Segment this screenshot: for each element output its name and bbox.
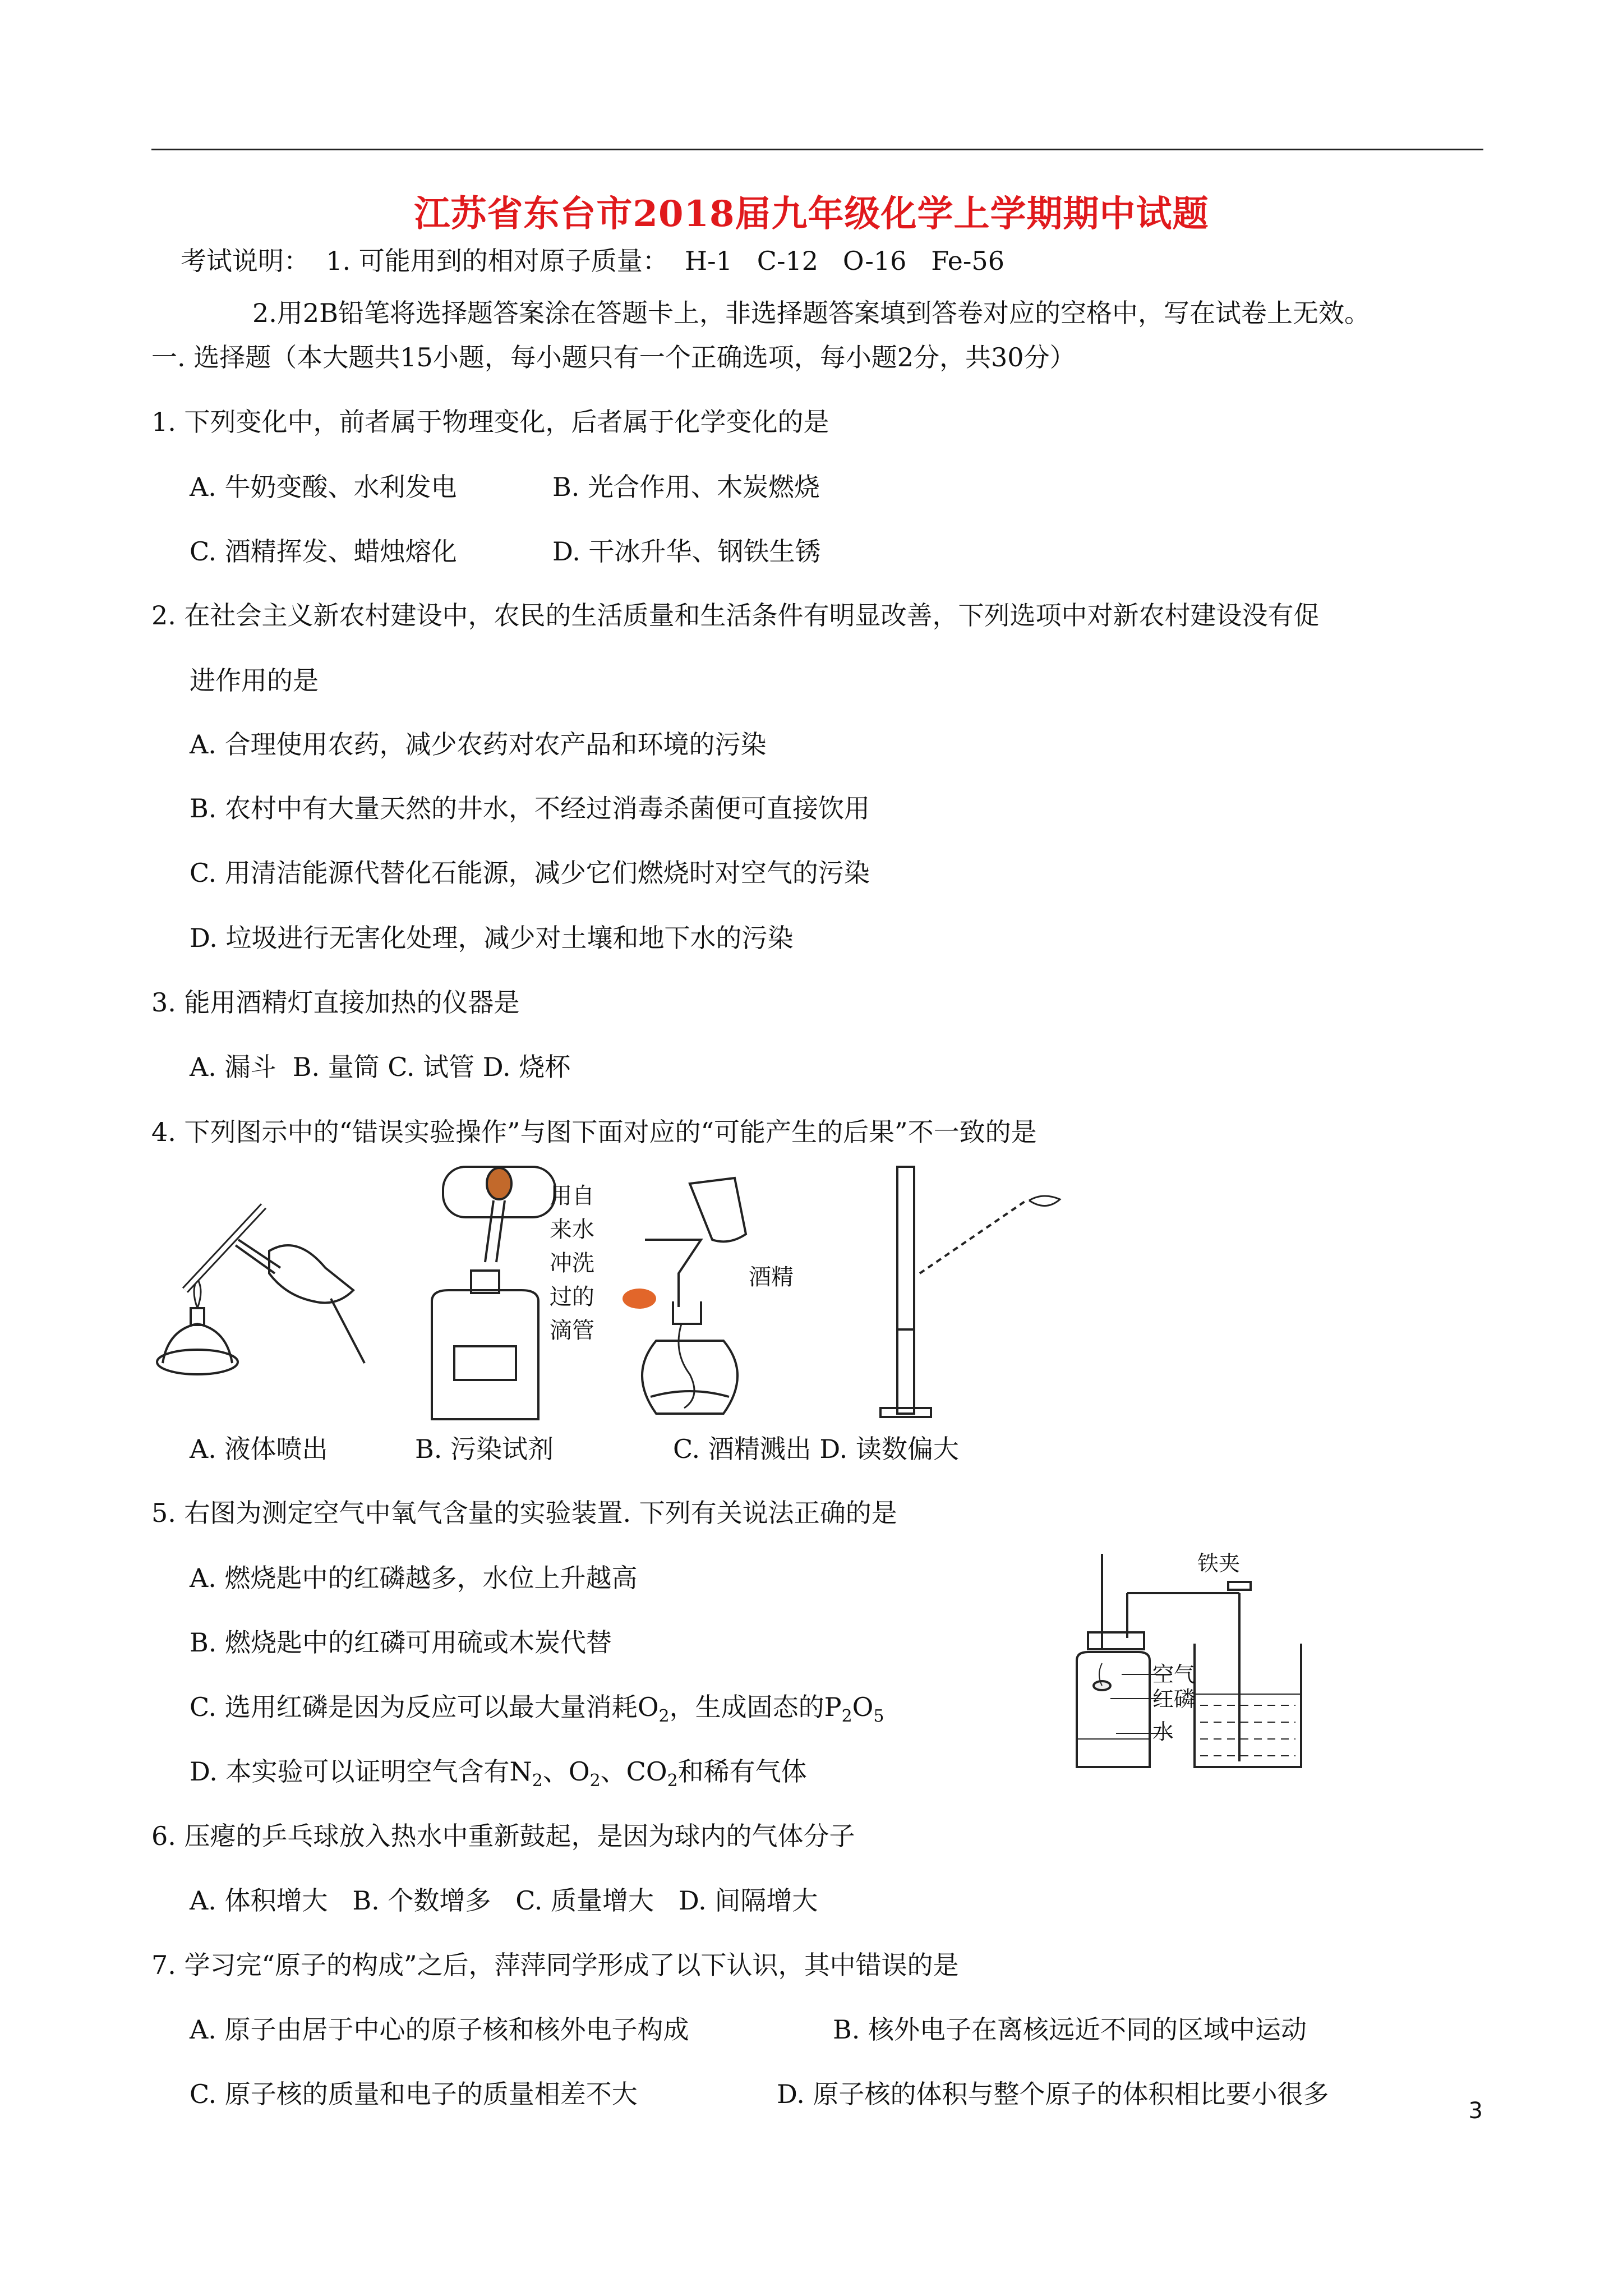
question-6-stem: 6. 压瘪的乒乓球放入热水中重新鼓起，是因为球内的气体分子 <box>151 1821 855 1851</box>
q2-option-b: B. 农村中有大量天然的井水，不经过消毒杀菌便可直接饮用 <box>190 793 870 823</box>
section-heading: 一. 选择题（本大题共15小题，每小题只有一个正确选项，每小题2分，共30分） <box>151 342 1076 372</box>
q4-figure-d-cylinder <box>880 1167 1060 1417</box>
q5-option-a: A. 燃烧匙中的红磷越多，水位上升越高 <box>190 1563 638 1593</box>
q4-figure <box>151 1161 1077 1425</box>
q4-label-dropper-5: 滴管 <box>550 1318 594 1343</box>
q2-option-a: A. 合理使用农药，减少农药对农产品和环境的污染 <box>190 729 767 760</box>
q2-option-c: C. 用清洁能源代替化石能源，减少它们燃烧时对空气的污染 <box>190 858 870 888</box>
q4-option-b: B. 污染试剂 <box>415 1434 554 1464</box>
q5-label-clamp: 铁夹 <box>1197 1551 1241 1576</box>
q7-option-b: B. 核外电子在离核远近不同的区域中运动 <box>833 2014 1307 2045</box>
q1-option-b: B. 光合作用、木炭燃烧 <box>552 472 820 502</box>
question-3-stem: 3. 能用酒精灯直接加热的仪器是 <box>151 987 520 1018</box>
q4-figure-b-label <box>550 1183 594 1343</box>
question-4-stem: 4. 下列图示中的“错误实验操作”与图下面对应的“可能产生的后果”不一致的是 <box>151 1117 1037 1147</box>
q4-figure-c-lamp <box>623 1178 746 1414</box>
q5-apparatus-figure <box>1060 1548 1329 1784</box>
q5-option-d: D. 本实验可以证明空气含有$N_2$、$O_2$、$CO_2$和稀有气体 <box>190 1756 807 1791</box>
q4-label-alcohol: 酒精 <box>749 1264 794 1290</box>
q4-label-dropper-4: 过的 <box>550 1284 594 1310</box>
q5-option-c: C. 选用红磷是因为反应可以最大量消耗$O_2$，生成固态的$P_2O_5$ <box>190 1692 884 1727</box>
page-number: 3 <box>1468 2098 1483 2124</box>
q1-option-a: A. 牛奶变酸、水利发电 <box>190 472 457 502</box>
question-2-stem-cont: 进作用的是 <box>190 665 319 696</box>
question-7-stem: 7. 学习完“原子的构成”之后，萍萍同学形成了以下认识，其中错误的是 <box>151 1950 959 1980</box>
instruction-line-2: 2.用2B铅笔将选择题答案涂在答题卡上，非选择题答案填到答卷对应的空格中，写在试卷上无效。 <box>252 298 1370 328</box>
question-5-stem: 5. 右图为测定空气中氧气含量的实验装置. 下列有关说法正确的是 <box>151 1498 897 1528</box>
q4-label-dropper-2: 来水 <box>550 1217 594 1243</box>
q7-option-a: A. 原子由居于中心的原子核和核外电子构成 <box>190 2014 689 2045</box>
q5-label-air: 空气 <box>1152 1662 1196 1687</box>
q5-option-b: B. 燃烧匙中的红磷可用硫或木炭代替 <box>190 1627 612 1658</box>
q7-option-d: D. 原子核的体积与整个原子的体积相比要小很多 <box>777 2079 1329 2109</box>
q5-label-phosphorus: 红磷 <box>1152 1687 1196 1711</box>
q4-figure-b-dropper <box>432 1167 555 1419</box>
q4-figure-c-label <box>749 1264 794 1290</box>
page-title: 江苏省东台市2018届九年级化学上学期期中试题 <box>414 193 1209 235</box>
q1-option-c: C. 酒精挥发、蜡烛熔化 <box>190 536 457 567</box>
q1-option-d: D. 干冰升华、钢铁生锈 <box>552 536 821 567</box>
q4-figure-a-test-tube-heating <box>157 1206 365 1374</box>
q4-label-dropper-3: 冲洗 <box>550 1250 594 1276</box>
q4-label-dropper-1: 用自 <box>550 1183 594 1209</box>
q7-option-c: C. 原子核的质量和电子的质量相差不大 <box>190 2079 638 2109</box>
question-2-stem: 2. 在社会主义新农村建设中，农民的生活质量和生活条件有明显改善，下列选项中对新农村建设没有促 <box>151 600 1320 631</box>
q4-option-cd: C. 酒精溅出 D. 读数偏大 <box>673 1434 959 1464</box>
q6-options: A. 体积增大 B. 个数增多 C. 质量增大 D. 间隔增大 <box>190 1885 818 1916</box>
q3-options: A. 漏斗 B. 量筒 C. 试管 D. 烧杯 <box>190 1052 571 1082</box>
q4-option-a: A. 液体喷出 <box>190 1434 328 1464</box>
q2-option-d: D. 垃圾进行无害化处理，减少对土壤和地下水的污染 <box>190 923 794 953</box>
q5-label-water: 水 <box>1152 1719 1174 1744</box>
header-rule <box>151 149 1483 150</box>
question-1-stem: 1. 下列变化中，前者属于物理变化，后者属于化学变化的是 <box>151 407 829 437</box>
instruction-line-1: 考试说明： 1. 可能用到的相对原子质量： H-1 C-12 O-16 Fe-56 <box>181 246 1004 276</box>
